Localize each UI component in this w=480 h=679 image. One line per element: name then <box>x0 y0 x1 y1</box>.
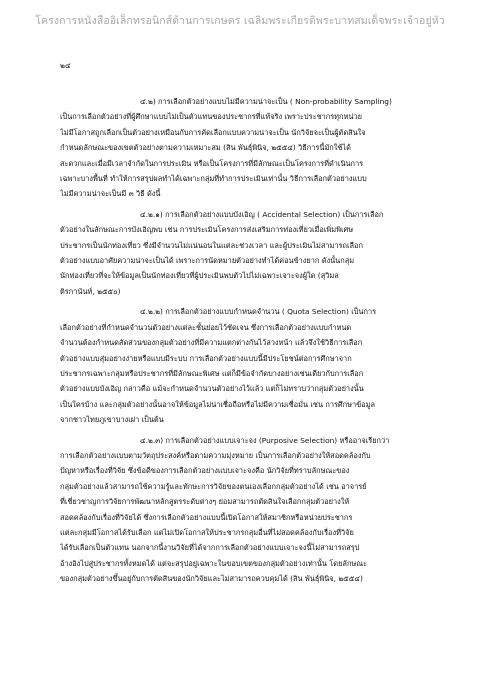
text-line: กลุ่มตัวอย่างแล้วสามารถใช้ความรู้และทักษะการวิจัยของตนเองเลือกกลุ่มตัวอย่างได้ เช่น อาจารย์ <box>60 481 367 491</box>
text-line: ๔.๒.๒) การเลือกตัวอย่างแบบกำหนดจำนวน ( Quota Selection) เป็นการ <box>140 307 377 317</box>
text-line: ไม่มีโอกาสถูกเลือกเป็นตัวอย่างเหมือนกับการคัดเลือกแบบความน่าจะเป็น นักวิจัยจะเป็นผู้ตัดสินใจ <box>60 127 366 137</box>
text-line: ที่เชี่ยวชาญการวิจัยการพัฒนาหลักสูตรระดับต่างๆ ย่อมสามารถตัดสินใจเลือกกลุ่มตัวอย่างให้ <box>60 497 350 507</box>
text-line: สะดวกและเมื่อมีเวลาจำกัดในการประเมิน หรือเป็นโครงการที่มีลักษณะเป็นโครงการที่ดำเนินการ <box>60 158 364 168</box>
text-line: ๔.๒) การเลือกตัวอย่างแบบไม่มีความน่าจะเป็น ( Non-probability Sampling) <box>140 97 392 106</box>
text-line: ตัวอย่างแบบบังเอิญ กล่าวคือ แม้จะกำหนดจำนวนตัวอย่างไว้แล้ว แต่ก็ไม่ทราบว่ากลุ่มตัวอย่างนั้น <box>60 384 364 394</box>
text-line: กำหนดลักษณะของเขตตัวอย่างตามความเหมาะสม (สิน พันธุ์พินิจ, ๒๕๕๔) วิธีการนี้มักใช้ได้ <box>60 143 351 153</box>
text-line: ตัวอย่างแบบอาศัยความน่าจะเป็นได้ เพราะการนัดหมายตัวอย่างทำได้ค่อนข้างยาก ดังนั้นกลุ่ม <box>60 256 355 266</box>
text-line: อ้างอิงไปสู่ประชากรทั้งหมดได้ แต่จะสรุปอยู่เฉพาะในขอบเขตของกลุ่มตัวอย่างเท่านั้น โดยลักษณะ <box>60 558 368 568</box>
text-line: เลือกตัวอย่างที่กำหนดจำนวนตัวอย่างแต่ละชั้นย่อยไว้ชัดเจน ซึ่งการเลือกตัวอย่างแบบกำหนด <box>60 322 352 332</box>
text-line: ๔.๒.๑) การเลือกตัวอย่างแบบบังเอิญ ( Accidental Selection) เป็นการเลือก <box>140 209 384 219</box>
text-line: ประชากรเฉพาะกลุ่มหรือประชากรที่มีลักษณะพิเศษ แต่ก็มีข้อจำกัดบางอย่างเช่นเดียวกับการเลือก <box>60 368 364 378</box>
paragraph-quota <box>60 304 426 427</box>
text-line: เฉพาะบางพื้นที่ ทำให้การสรุปผลทำได้เฉพาะกลุ่มที่ทำการประเมินเท่านั้น วิธีการเลือกตัวอย่างแบบ <box>60 174 367 184</box>
paragraph-accidental <box>60 207 426 299</box>
text-line: จากชาวไทยภูเขาบางเผ่า เป็นต้น <box>60 415 164 425</box>
text-line: การเลือกตัวอย่างแบบตามวัตถุประสงค์หรือตามความมุ่งหมาย เป็นการเลือกตัวอย่างให้สอดคล้องกับ <box>60 450 371 460</box>
text-line: ปัญหาหรือเรื่องที่วิจัย ซึ่งข้อดีของการเลือกตัวอย่างแบบเจาะจงคือ นักวิจัยที่ทราบลักษณะของ <box>60 466 350 476</box>
text-line: ไม่มีความน่าจะเป็นมี ๓ วิธี ดังนี้ <box>60 189 161 199</box>
text-line: สอดคล้องกับเรื่องที่วิจัยได้ ซึ่งการเลือกตัวอย่างแบบนี้เปิดโอกาสให้สมาชิกหรือหน่วยประชากร <box>60 512 353 522</box>
text-line: ของกลุ่มตัวอย่างขึ้นอยู่กับการตัดสินของนักวิจัยและไม่สามารถควบคุมได้ (สิน พันธุ์พินิจ, ๒๕๕๔) <box>60 574 363 584</box>
page-header: โครงการหนังสืออิเล็กทรอนิกส์ด้านการเกษตร เฉลิมพระเกียรติพระบาทสมเด็จพระเจ้าอยู่หัว <box>35 15 445 27</box>
text-line: ตัวอย่างแบบสุ่มอย่างง่ายหรือแบบมีระบบ การเลือกตัวอย่างแบบนี้มีประโยชน์ต่อการศึกษาจาก <box>60 353 352 363</box>
text-line: ประชากรเป็นนักท่องเที่ยว ซึ่งมีจำนวนไม่แน่นอนในแต่ละช่วงเวลา และผู้ประเมินไม่สามารถเลือก <box>60 240 363 250</box>
text-line: เป็นใครบ้าง และกลุ่มตัวอย่างนั้นอาจให้ข้อมูลไม่น่าเชื่อถือหรือไม่มีความเชื่อมั่น เช่น การศึกษาข้อมูล <box>60 399 376 409</box>
text-line: จำนวนต้องกำหนดสัดส่วนของกลุ่มตัวอย่างที่มีความแตกต่างกันไว้ล่วงหน้า แล้วจึงใช้วิธีการเลือก <box>60 338 363 348</box>
text-line: นักท่องเที่ยวที่จะให้ข้อมูลเป็นนักท่องเที่ยวที่ผู้ประเมินพบตัวไปไม่เฉพาะเจาะจงผู้ใด (สุวิมล <box>60 271 339 281</box>
paragraph-purposive <box>60 433 426 587</box>
document-body <box>60 94 426 592</box>
text-line: ติรกานันท์, ๒๕๕๐) <box>60 286 121 296</box>
text-line: ตัวอย่างในลักษณะการบังเอิญพบ เช่น การประเมินโครงการส่งเสริมการท่องเที่ยวเมื่อเพิ่มพิเศษ <box>60 225 354 235</box>
text-line: ๔.๒.๓) การเลือกตัวอย่างแบบเจาะจง (Purposive Selection) หรืออาจเรียกว่า <box>140 435 390 445</box>
text-line: ได้รับเลือกเป็นตัวแทน นอกจากนี้งานวิจัยที่ได้จากการเลือกตัวอย่างแบบเจาะจงนี้ไม่สามารถสรุป <box>60 543 360 553</box>
page-number: ๒๔ <box>60 61 71 70</box>
text-line: แต่ละกลุ่มมีโอกาสได้รับเลือก แต่ไม่เปิดโอกาสให้ประชากรกลุ่มอื่นที่ไม่สอดคล้องกับเรื่องที่วิจัย <box>60 527 354 537</box>
text-line: เป็นการเลือกตัวอย่างที่ผู้ศึกษาแบบไม่เป็นตัวแทนของประชากรที่แท้จริง เพราะประชากรทุกหน่วย <box>60 112 362 122</box>
paragraph-non-probability <box>60 94 426 202</box>
